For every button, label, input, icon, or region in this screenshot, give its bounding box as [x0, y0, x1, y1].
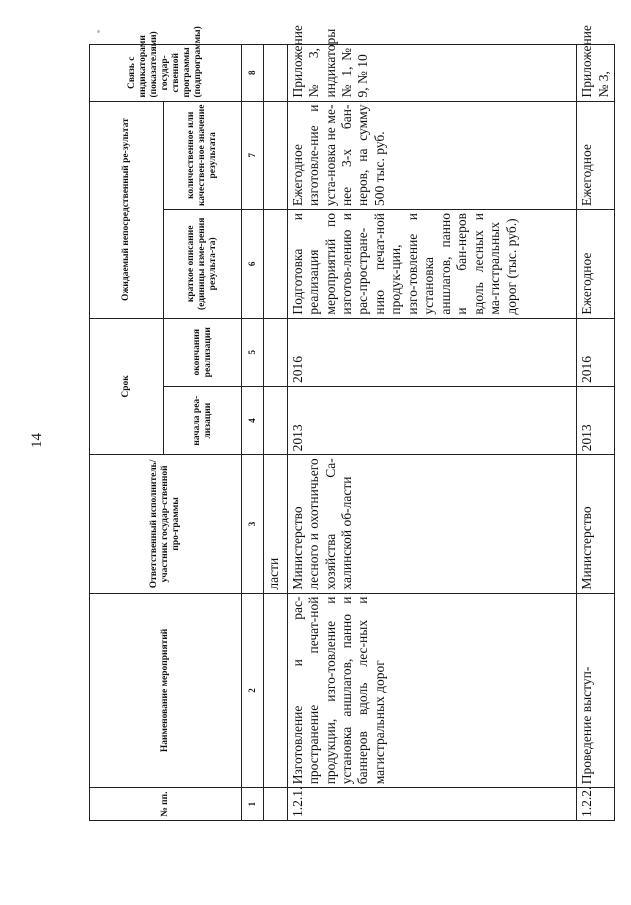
responsible: Министерство: [577, 455, 615, 593]
end-year: 2016: [577, 318, 615, 386]
col-number-8: 8: [241, 45, 264, 102]
header-brief-description: краткое описание (единицы изме-рения результа-та): [164, 210, 241, 319]
header-expected-result: Ожидаемый непосредственный ре-зультат: [90, 101, 164, 318]
header-end: окончания реализации: [164, 318, 241, 386]
brief-description: Подготовка и реализация мероприятий по изготов-лению и рас-простране-нию печат-ной продук-ции, изго-товление и установка аншлагов, панно и бан-неров вдоль лесных и ма-гистральных дорог (тыс. руб.): [287, 210, 576, 319]
quant-value: Ежегодное изготовле-ние и уста-новка не ме-нее 3-х бан-неров, на сумму 500 тыс. руб.: [287, 101, 576, 210]
header-quant-value: количественное или качествен-ное значение результата: [164, 101, 241, 210]
continuation-responsible: ласти: [264, 455, 287, 593]
start-year: 2013: [577, 386, 615, 454]
activity-name: Изготовление и рас-пространение печат-ной продукции, изго-товление и установка аншлагов, панно и баннеров вдоль лес-ных и магистральных дорог: [287, 593, 576, 788]
indicator-link: Приложение № 3,: [577, 45, 615, 102]
end-year: 2016: [287, 318, 576, 386]
brief-description: Ежегодное: [577, 210, 615, 319]
responsible: Министерство лесного и охотничьего хозяйства Са-халинской об-ласти: [287, 455, 576, 593]
col-number-5: 5: [241, 318, 264, 386]
header-activity-name: Наименование мероприятий: [90, 593, 242, 788]
activity-name: Проведение выступ-: [577, 593, 615, 788]
header-responsible: Ответственный исполнитель/ участник государ-ственной про-граммы: [90, 455, 242, 593]
col-number-1: 1: [241, 788, 264, 821]
row-number: 1.2.1.: [287, 788, 576, 821]
program-activities-table: [89, 25, 615, 821]
row-number: 1.2.2.: [577, 788, 615, 821]
table-row: [287, 45, 576, 821]
start-year: 2013: [287, 386, 576, 454]
header-number: № пп.: [90, 788, 242, 821]
quant-value: Ежегодное: [577, 101, 615, 210]
page-number: 14: [29, 433, 45, 448]
header-start: начала реа-лизации: [164, 386, 241, 454]
col-number-2: 2: [241, 593, 264, 788]
col-number-6: 6: [241, 210, 264, 319]
col-number-7: 7: [241, 101, 264, 210]
header-indicator-link: Связь с индикаторами (показателями) государ-ственной программы (подпрограммы): [90, 45, 242, 102]
scan-speck: [97, 30, 100, 33]
col-number-3: 3: [241, 455, 264, 593]
col-number-4: 4: [241, 386, 264, 454]
header-deadline: Срок: [90, 318, 164, 455]
rotated-table-container: [89, 25, 615, 821]
indicator-link: Приложение № 3, индикаторы № 1, № 9, № 10: [287, 45, 576, 102]
table-row: [577, 45, 615, 821]
